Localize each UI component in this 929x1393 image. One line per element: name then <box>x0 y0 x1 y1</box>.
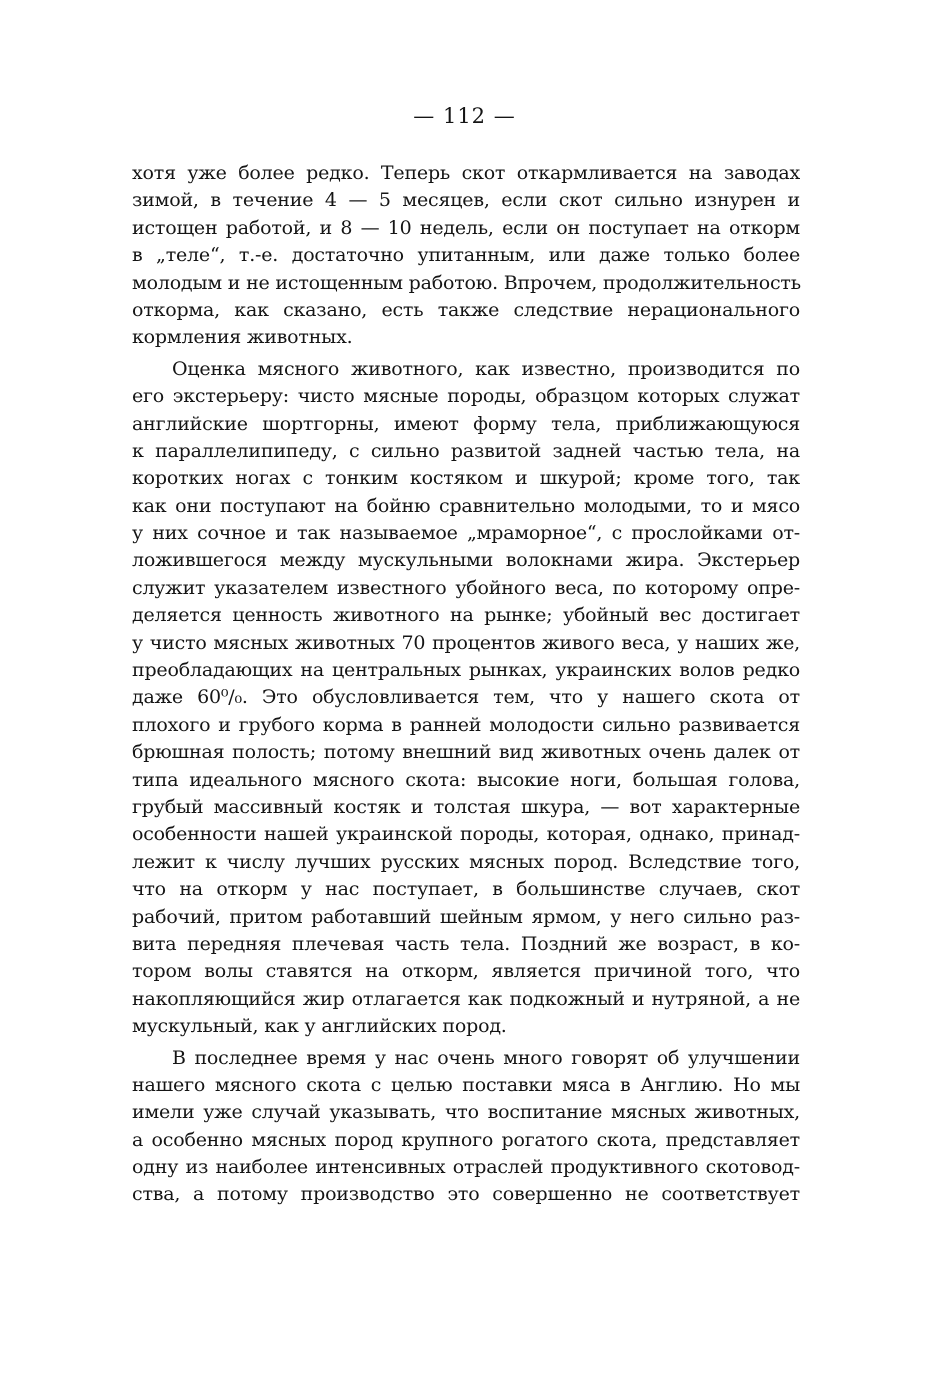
text-line: к параллелипипеду, с сильно развитой задней частью тела, на <box>132 439 800 462</box>
text-line: молодым и не истощенным работою. Впрочем, продолжительность <box>132 271 801 294</box>
text-line: брюшная полость; потому внешний вид животных очень далек от <box>132 741 800 764</box>
text-line: его экстерьеру: чисто мясные породы, образцом которых служат <box>132 385 800 408</box>
text-line: тором волы ставятся на откорм, является причиной того, что <box>132 960 800 983</box>
text-line: Оценка мясного животного, как известно, производится по <box>172 357 800 380</box>
text-line: у чисто мясных животных 70 процентов живого веса, у наших же, <box>132 631 800 654</box>
text-line: а особенно мясных пород крупного рогатого скота, представляет <box>132 1128 800 1151</box>
text-line: деляется ценность животного на рынке; убойный вес достигает <box>132 604 800 627</box>
text-line: как они поступают на бойню сравнительно молодыми, то и мясо <box>132 494 800 517</box>
text-line: хотя уже более редко. Теперь скот откармливается на заводах <box>132 162 800 184</box>
body-text <box>132 160 800 1209</box>
text-line: ства, а потому производство это совершенно не соответствует <box>132 1183 800 1206</box>
text-line: ложившегося между мускульными волокнами жира. Экстерьер <box>132 549 800 572</box>
text-line: что на откорм у нас поступает, в большинстве случаев, скот <box>132 878 800 901</box>
text-line: коротких ногах с тонким костяком и шкурой; кроме того, так <box>132 467 800 490</box>
text-line: даже 60⁰/₀. Это обусловливается тем, что у нашего скота от <box>132 686 800 709</box>
text-line: английские шортгорны, имеют форму тела, приближающуюся <box>132 412 800 435</box>
text-line: особенности нашей украинской породы, которая, однако, принад- <box>132 823 800 846</box>
text-line: типа идеального мясного скота: высокие ноги, большая голова, <box>132 768 800 791</box>
text-line: плохого и грубого корма в ранней молодости сильно развивается <box>132 713 800 736</box>
text-line: в „теле“, т.-е. достаточно упитанным, или даже только более <box>132 244 800 267</box>
text-line: вита передняя плечевая часть тела. Поздний же возраст, в ко- <box>132 932 800 955</box>
text-line: лежит к числу лучших русских мясных пород. Вследствие того, <box>132 850 800 873</box>
text-line: В последнее время у нас очень много говорят об улучшении <box>172 1046 800 1069</box>
text-line: накопляющийся жир отлагается как подкожный и нутряной, а не <box>132 987 800 1010</box>
paragraph-2 <box>132 356 800 1041</box>
paragraph-1 <box>132 160 800 352</box>
text-line: рабочий, притом работавший шейным ярмом, у него сильно раз- <box>132 905 800 928</box>
text-line: служит указателем известного убойного веса, по которому опре- <box>132 576 800 599</box>
text-line: зимой, в течение 4 — 5 месяцев, если скот сильно изнурен и <box>132 189 800 212</box>
text-line: одну из наиболее интенсивных отраслей продуктивного скотовод- <box>132 1156 800 1179</box>
text-line: преобладающих на центральных рынках, украинских волов редко <box>132 659 800 682</box>
text-line: истощен работой, и 8 — 10 недель, если он поступает на откорм <box>132 216 800 239</box>
text-line: нашего мясного скота с целью поставки мяса в Англию. Но мы <box>132 1073 800 1096</box>
text-line: грубый массивный костяк и толстая шкура, — вот характерные <box>132 795 800 818</box>
text-line: кормления животных. <box>132 326 353 349</box>
text-line: у них сочное и так называемое „мраморное“, с прослойками от- <box>132 522 800 545</box>
paragraph-3 <box>132 1045 800 1209</box>
text-line: имели уже случай указывать, что воспитание мясных животных, <box>132 1101 800 1124</box>
page-number: — 112 — <box>413 104 516 128</box>
text-line: мускульный, как у английских пород. <box>132 1015 507 1038</box>
text-line: откорма, как сказано, есть также следствие нерационального <box>132 298 800 321</box>
